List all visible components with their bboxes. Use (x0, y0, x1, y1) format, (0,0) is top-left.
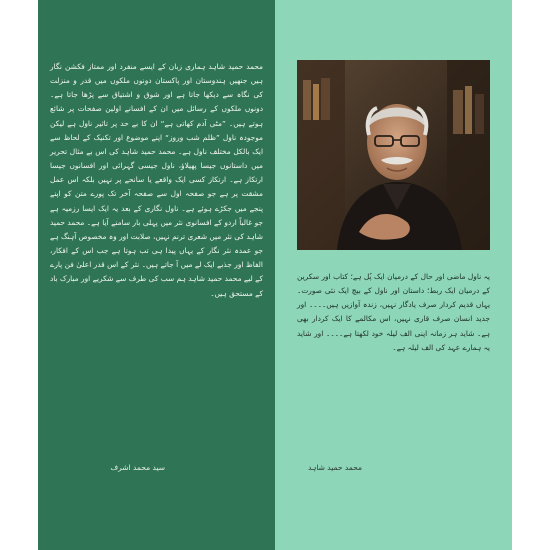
left-green-panel (38, 0, 275, 550)
critic-signature: سید محمد اشرف (110, 463, 165, 472)
book-back-cover (38, 0, 512, 550)
photo-gap (297, 250, 490, 264)
author-signature: محمد حمید شاہد (308, 463, 362, 472)
author-photo (297, 60, 490, 250)
author-portrait-illustration (297, 60, 490, 250)
author-quote: یہ ناول ماضی اور حال کے درمیان ایک پُل ہے؛ کتاب اور سکرین کے درمیان ایک ربط؛ داستان اور ناول کے بیچ ایک نئی صورت۔ یہاں قدیم کردار صرف یادگار نہیں، زندہ آوازیں ہیں۔۔۔۔ اور جدید انسان صرف قاری نہیں، اس مکالمے کا ایک کردار بھی ہے۔ شاید ہر زمانہ اپنی الف لیلہ خود لکھتا ہے۔۔۔۔ اور شاید یہ ہمارے عہد کی الف لیلہ ہے۔ (297, 272, 490, 352)
critic-blurb: محمد حمید شاہد ہماری زبان کے ایسے منفرد اور ممتاز فکشن نگار ہیں جنھیں ہندوستان اور پاکستان دونوں ملکوں میں قدر و منزلت کی نگاہ سے دیکھا جاتا ہے اور شوق و اشتیاق سے پڑھا جاتا ہے۔ دونوں ملکوں کے رسائل میں ان کے افسانے اولین صفحات پر شائع ہوتے ہیں۔ ”مٹی آدم کھاتی ہے“ ان کا بے حد پر تاثیر ناول ہے لیکن موجودہ ناول ”ظلم شب وروز“ اپنے موضوع اور تکنیک کے لحاظ سے ایک بالکل مختلف ناول ہے۔ محمد حمید شاہد کی اس بے مثال تحریر میں داستانوں جیسا پھیلاؤ، ناول جیسی گہرائی اور افسانوں جیسا ارتکاز ہے۔ ارتکاز کسی ایک واقعے یا سانحے پر نہیں بلکہ اس عمل مشقت پر ہے جو صفحہ اول سے صفحہ آخر تک پورے متن کو اپنے پنجے میں جکڑے ہوئے ہے۔ ناول نگاری کے بعد یہ ایک ایسا رزمیہ ہے جو غالباً اردو کے افسانوی نثر میں پہلی بار سامنے آیا ہے۔ محمد حمید شاہد کی نثر میں شعری ترنم نہیں، صلابت اور وہ مخصوص آہنگ ہے جو عمدہ نثر نگار کے یہاں پیدا ہی تب ہوتا ہے جب اس کے افکار، الفاظ اور جذبے ایک لے میں آ جاتے ہیں۔ نثر کے اس قدر اعلیٰ فن پارے کے لیے محمد حمید شاہد ہم سب کی طرف سے شکریے اور مبارک باد کے مستحق ہیں۔ (50, 62, 263, 298)
right-mint-panel (275, 0, 512, 550)
